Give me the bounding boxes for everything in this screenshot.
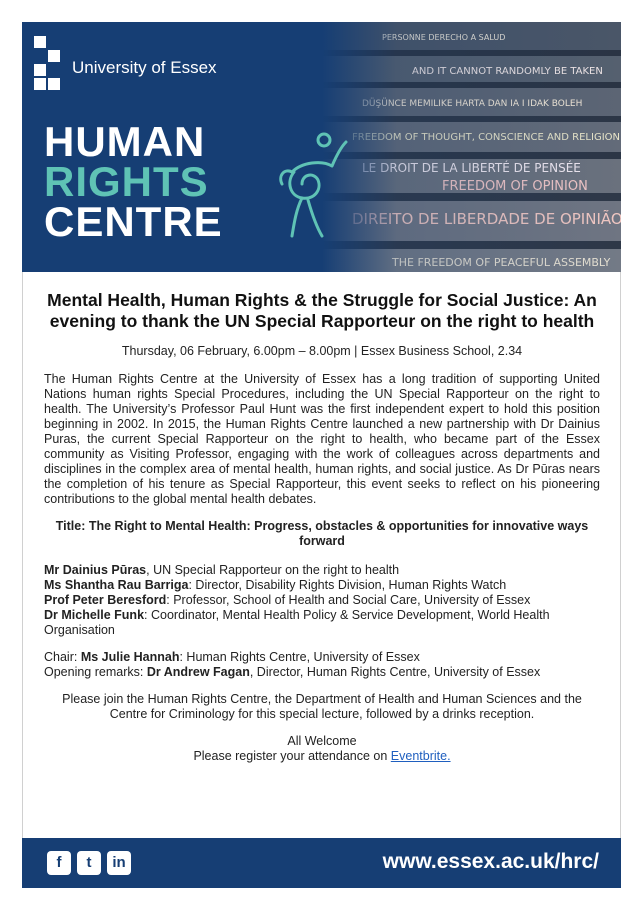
speaker-role: , UN Special Rapporteur on the right to health bbox=[146, 563, 400, 577]
linkedin-icon[interactable]: in bbox=[107, 851, 131, 875]
human-figure-icon bbox=[272, 132, 352, 242]
speaker-item bbox=[44, 578, 600, 593]
website-url[interactable]: www.essex.ac.uk/hrc/ bbox=[382, 850, 599, 873]
hrc-word-centre: CENTRE bbox=[44, 198, 223, 245]
event-title: Mental Health, Human Rights & the Struggle for Social Justice: An evening to thank the UN Special Rapporteur on the right to health bbox=[47, 290, 597, 331]
join-invitation: Please join the Human Rights Centre, the Department of Health and Human Sciences and the Centre for Criminology for this special lecture, followed by a drinks reception. bbox=[62, 692, 582, 721]
opening-remarks-line bbox=[44, 665, 600, 680]
twitter-icon[interactable]: t bbox=[77, 851, 101, 875]
speaker-name: Dr Michelle Funk bbox=[44, 608, 145, 622]
chair-label: Chair: bbox=[44, 650, 81, 664]
opening-label: Opening remarks: bbox=[44, 665, 147, 679]
chair-block bbox=[44, 650, 600, 680]
hrc-word-human: HUMAN bbox=[44, 118, 206, 165]
university-logo-icon bbox=[34, 36, 62, 92]
opening-name: Dr Andrew Fagan bbox=[146, 665, 250, 679]
speaker-item bbox=[44, 563, 600, 578]
chair-line bbox=[44, 650, 600, 665]
chair-name: Ms Julie Hannah bbox=[80, 650, 180, 664]
speaker-name: Ms Shantha Rau Barriga bbox=[44, 578, 189, 592]
event-content bbox=[44, 290, 600, 764]
speaker-name: Prof Peter Beresford bbox=[44, 593, 167, 607]
chair-role: : Human Rights Centre, University of Essex bbox=[179, 650, 420, 664]
speaker-role: : Professor, School of Health and Social Care, University of Essex bbox=[166, 593, 531, 607]
talk-title: Title: The Right to Mental Health: Progress, obstacles & opportunities for innovative ways forward bbox=[55, 519, 589, 548]
register-text: Please register your attendance on bbox=[193, 749, 391, 763]
speaker-name: Mr Dainius Pūras bbox=[44, 563, 147, 577]
event-description: The Human Rights Centre at the University of Essex has a long tradition of supporting United Nations human rights Special Procedures, including the UN Special Rapporteur on the right to health. The University’s Professor Paul Hunt was the first independent expert to hold this position beginning in 2002. In 2015, the Human Rights Centre launched a new partnership with Dr Dainius Puras, the current Special Rapporteur on the right to health, who became part of the Essex community as Visiting Professor, engaging with the work of colleagues across departments and disciplines in the complex area of mental health, human rights, and social justice. As Dr Pūras nears the completion of his tenure as Special Rapporteur, this event seeks to reflect on his pioneering contributions to the global mental health debates. bbox=[44, 372, 600, 506]
university-name: University of Essex bbox=[72, 58, 217, 77]
facebook-icon[interactable]: f bbox=[47, 851, 71, 875]
header-banner bbox=[22, 22, 621, 272]
event-dateline: Thursday, 06 February, 6.00pm – 8.00pm | Essex Business School, 2.34 bbox=[121, 344, 523, 358]
footer-bar bbox=[22, 838, 621, 888]
eventbrite-link[interactable]: Eventbrite. bbox=[390, 749, 451, 763]
speaker-item bbox=[44, 608, 600, 638]
all-welcome: All Welcome bbox=[287, 734, 357, 748]
register-line bbox=[44, 749, 600, 764]
hrc-word-rights: RIGHTS bbox=[44, 158, 209, 205]
speaker-item bbox=[44, 593, 600, 608]
speaker-role: : Coordinator, Mental Health Policy & Service Development, World Health Organisation bbox=[44, 608, 550, 637]
speaker-role: : Director, Disability Rights Division, Human Rights Watch bbox=[188, 578, 507, 592]
chalk-stairs-photo bbox=[322, 22, 621, 272]
speaker-list bbox=[44, 563, 600, 638]
opening-role: , Director, Human Rights Centre, University of Essex bbox=[249, 665, 541, 679]
